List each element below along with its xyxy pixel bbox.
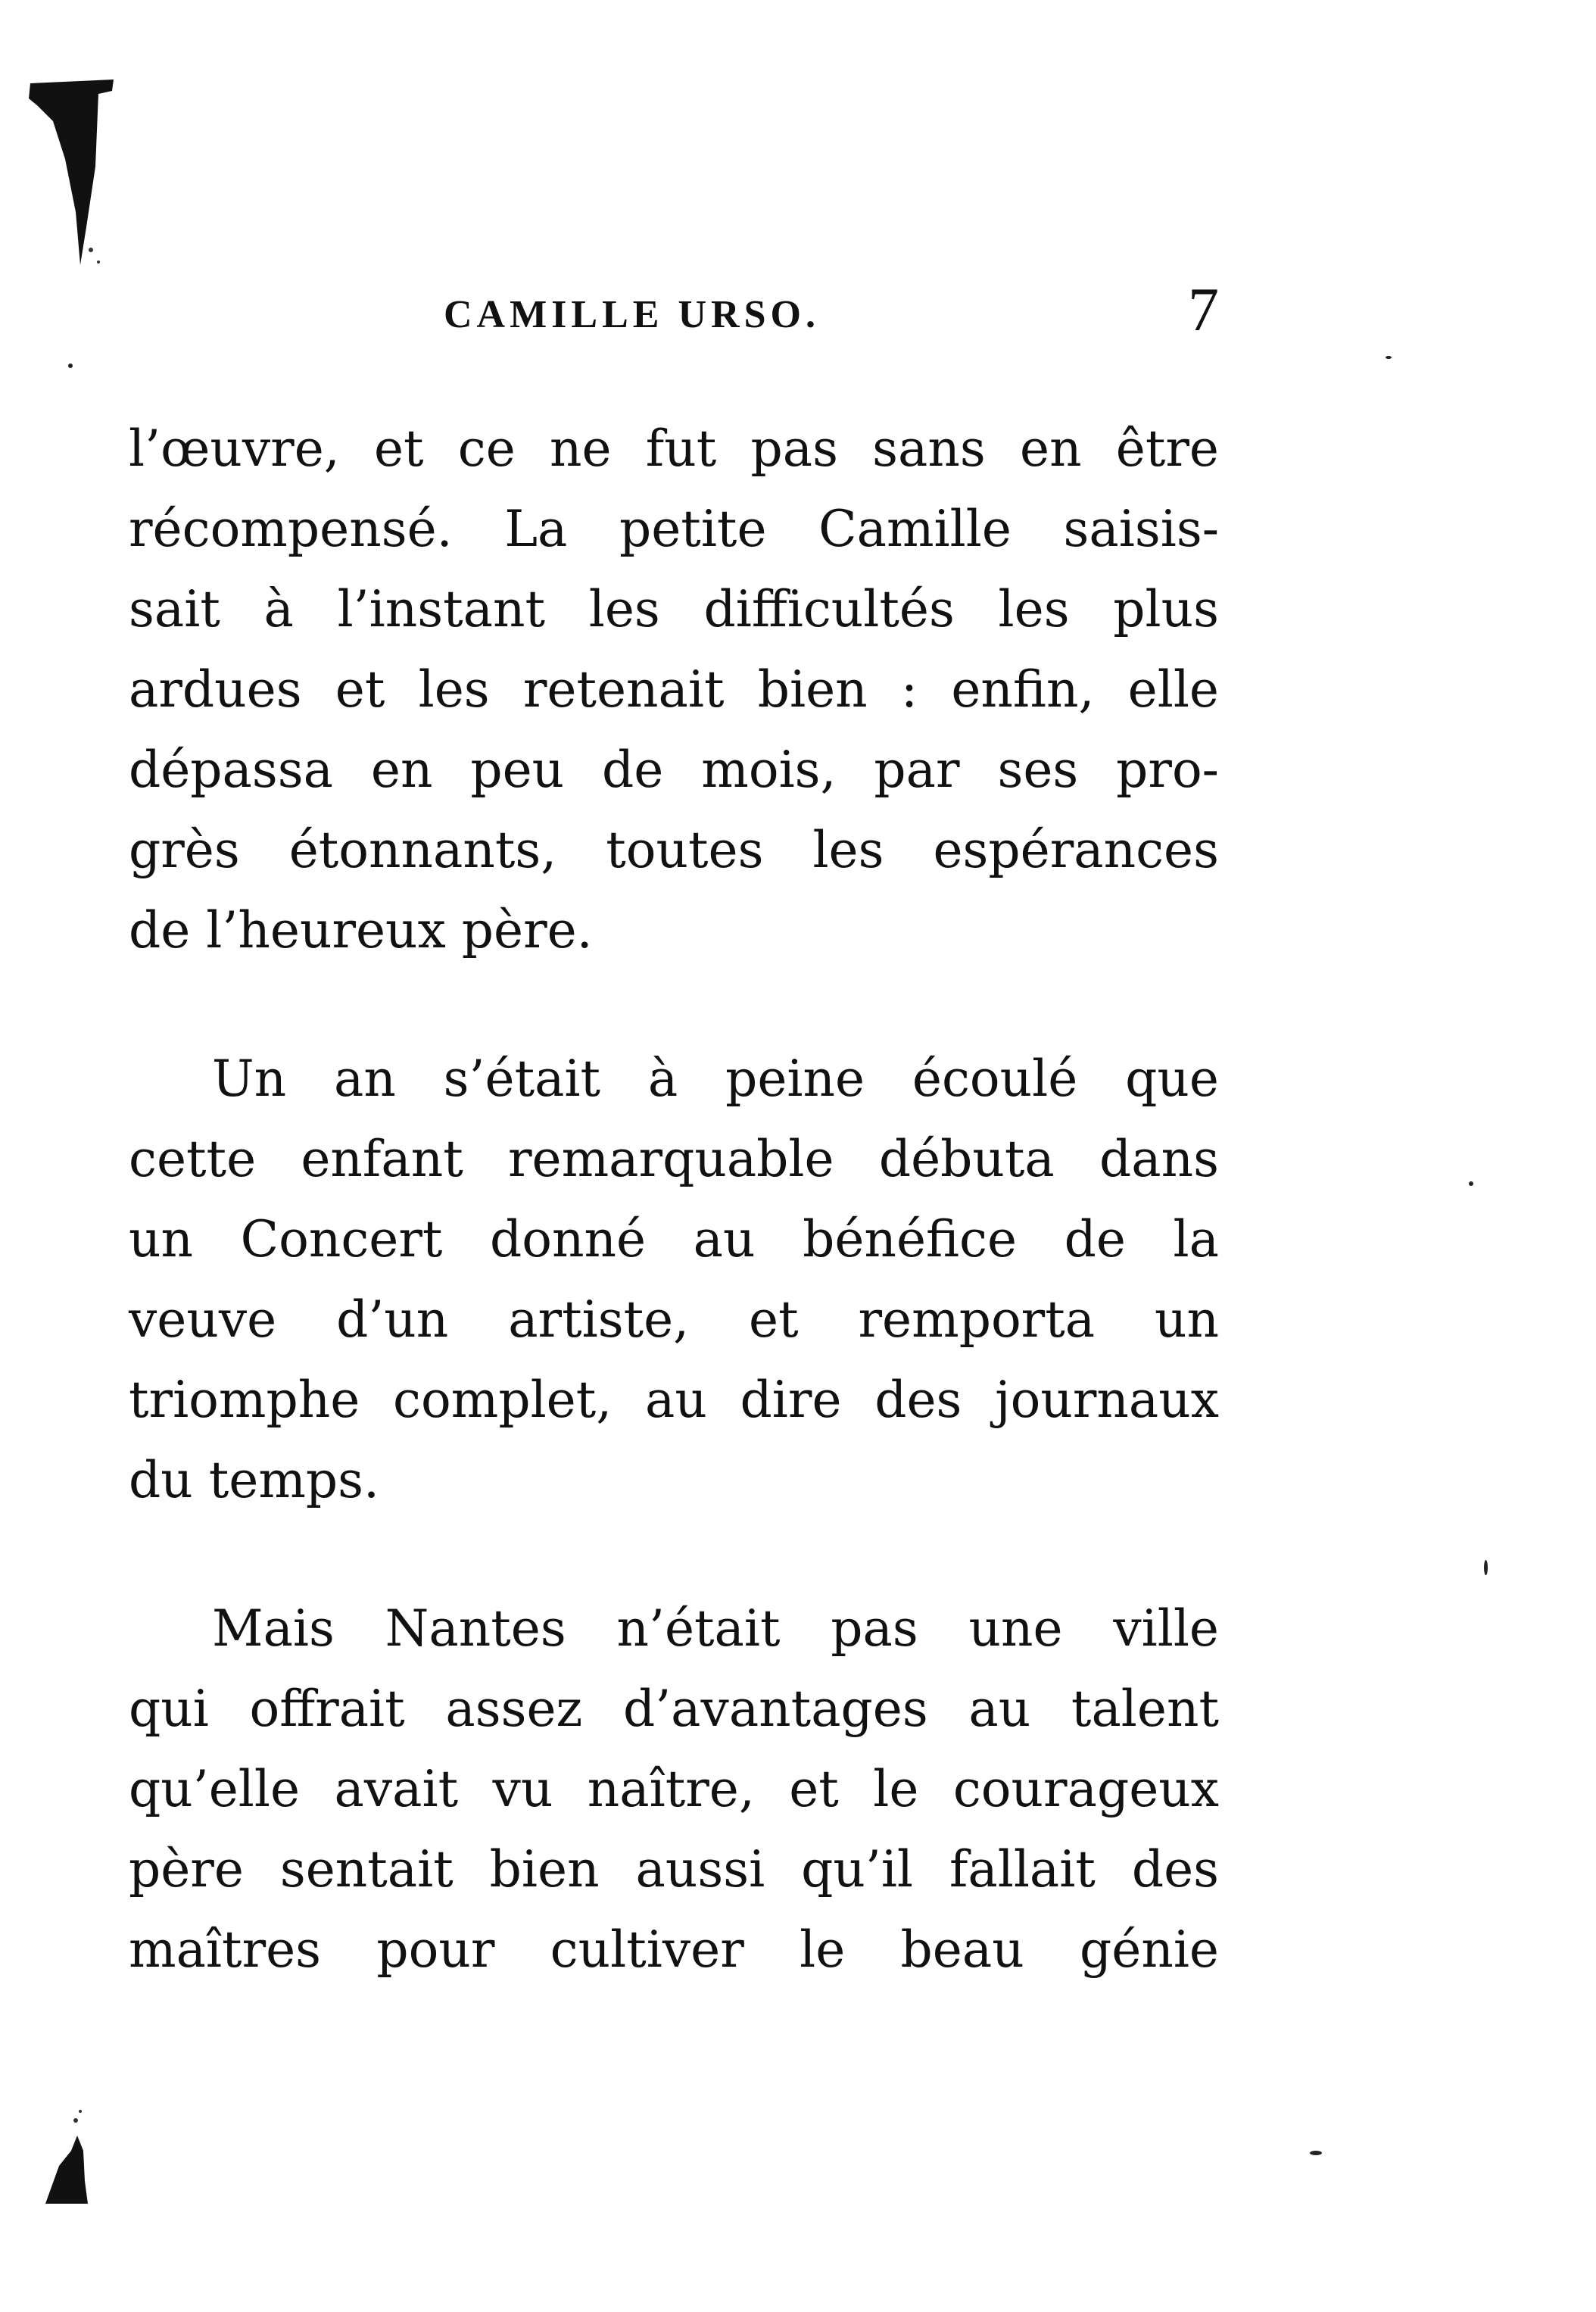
scan-speck xyxy=(1484,1560,1488,1575)
text-line: récompensé. La petite Camille saisis- xyxy=(129,500,1219,558)
text-line: grès étonnants, toutes les espérances xyxy=(129,821,1219,879)
text-line: père sentait bien aussi qu’il fallait des xyxy=(129,1840,1219,1899)
text-line: Un an s’était à peine écoulé que xyxy=(212,1050,1219,1108)
text-line: qu’elle avait vu naître, et le courageux xyxy=(129,1760,1219,1818)
paragraph-1 xyxy=(129,409,1219,971)
paragraph-2 xyxy=(129,1039,1219,1521)
text-line: un Concert donné au bénéfice de la xyxy=(129,1210,1219,1268)
scan-speck xyxy=(1310,2151,1322,2155)
text-line: ardues et les retenait bien : enfin, elle xyxy=(129,660,1219,719)
text-line: du temps. xyxy=(129,1451,379,1509)
text-line: qui offrait assez d’avantages au talent xyxy=(129,1680,1219,1738)
text-line: cette enfant remarquable débuta dans xyxy=(129,1130,1219,1188)
body-text xyxy=(129,409,1219,1990)
paragraph-3 xyxy=(129,1589,1219,1990)
text-line: dépassa en peu de mois, par ses pro- xyxy=(129,741,1219,799)
page-header xyxy=(129,275,1219,363)
text-line: Mais Nantes n’était pas une ville xyxy=(212,1599,1219,1658)
scan-edge-mark-bottom xyxy=(38,2105,98,2211)
scan-speck xyxy=(1386,356,1392,359)
text-line: triomphe complet, au dire des journaux xyxy=(129,1371,1219,1429)
scan-edge-mark-top xyxy=(23,76,114,273)
text-line: l’œuvre, et ce ne fut pas sans en être xyxy=(129,420,1219,478)
text-line: de l’heureux père. xyxy=(129,901,593,959)
text-line: veuve d’un artiste, et remporta un xyxy=(129,1290,1219,1349)
scan-speck xyxy=(68,363,73,368)
page-number: 7 xyxy=(1188,275,1219,344)
running-head: CAMILLE URSO. xyxy=(444,293,820,336)
text-line: sait à l’instant les difficultés les plus xyxy=(129,580,1219,638)
text-line: maîtres pour cultiver le beau génie xyxy=(129,1920,1219,1979)
scan-speck xyxy=(1469,1181,1473,1186)
